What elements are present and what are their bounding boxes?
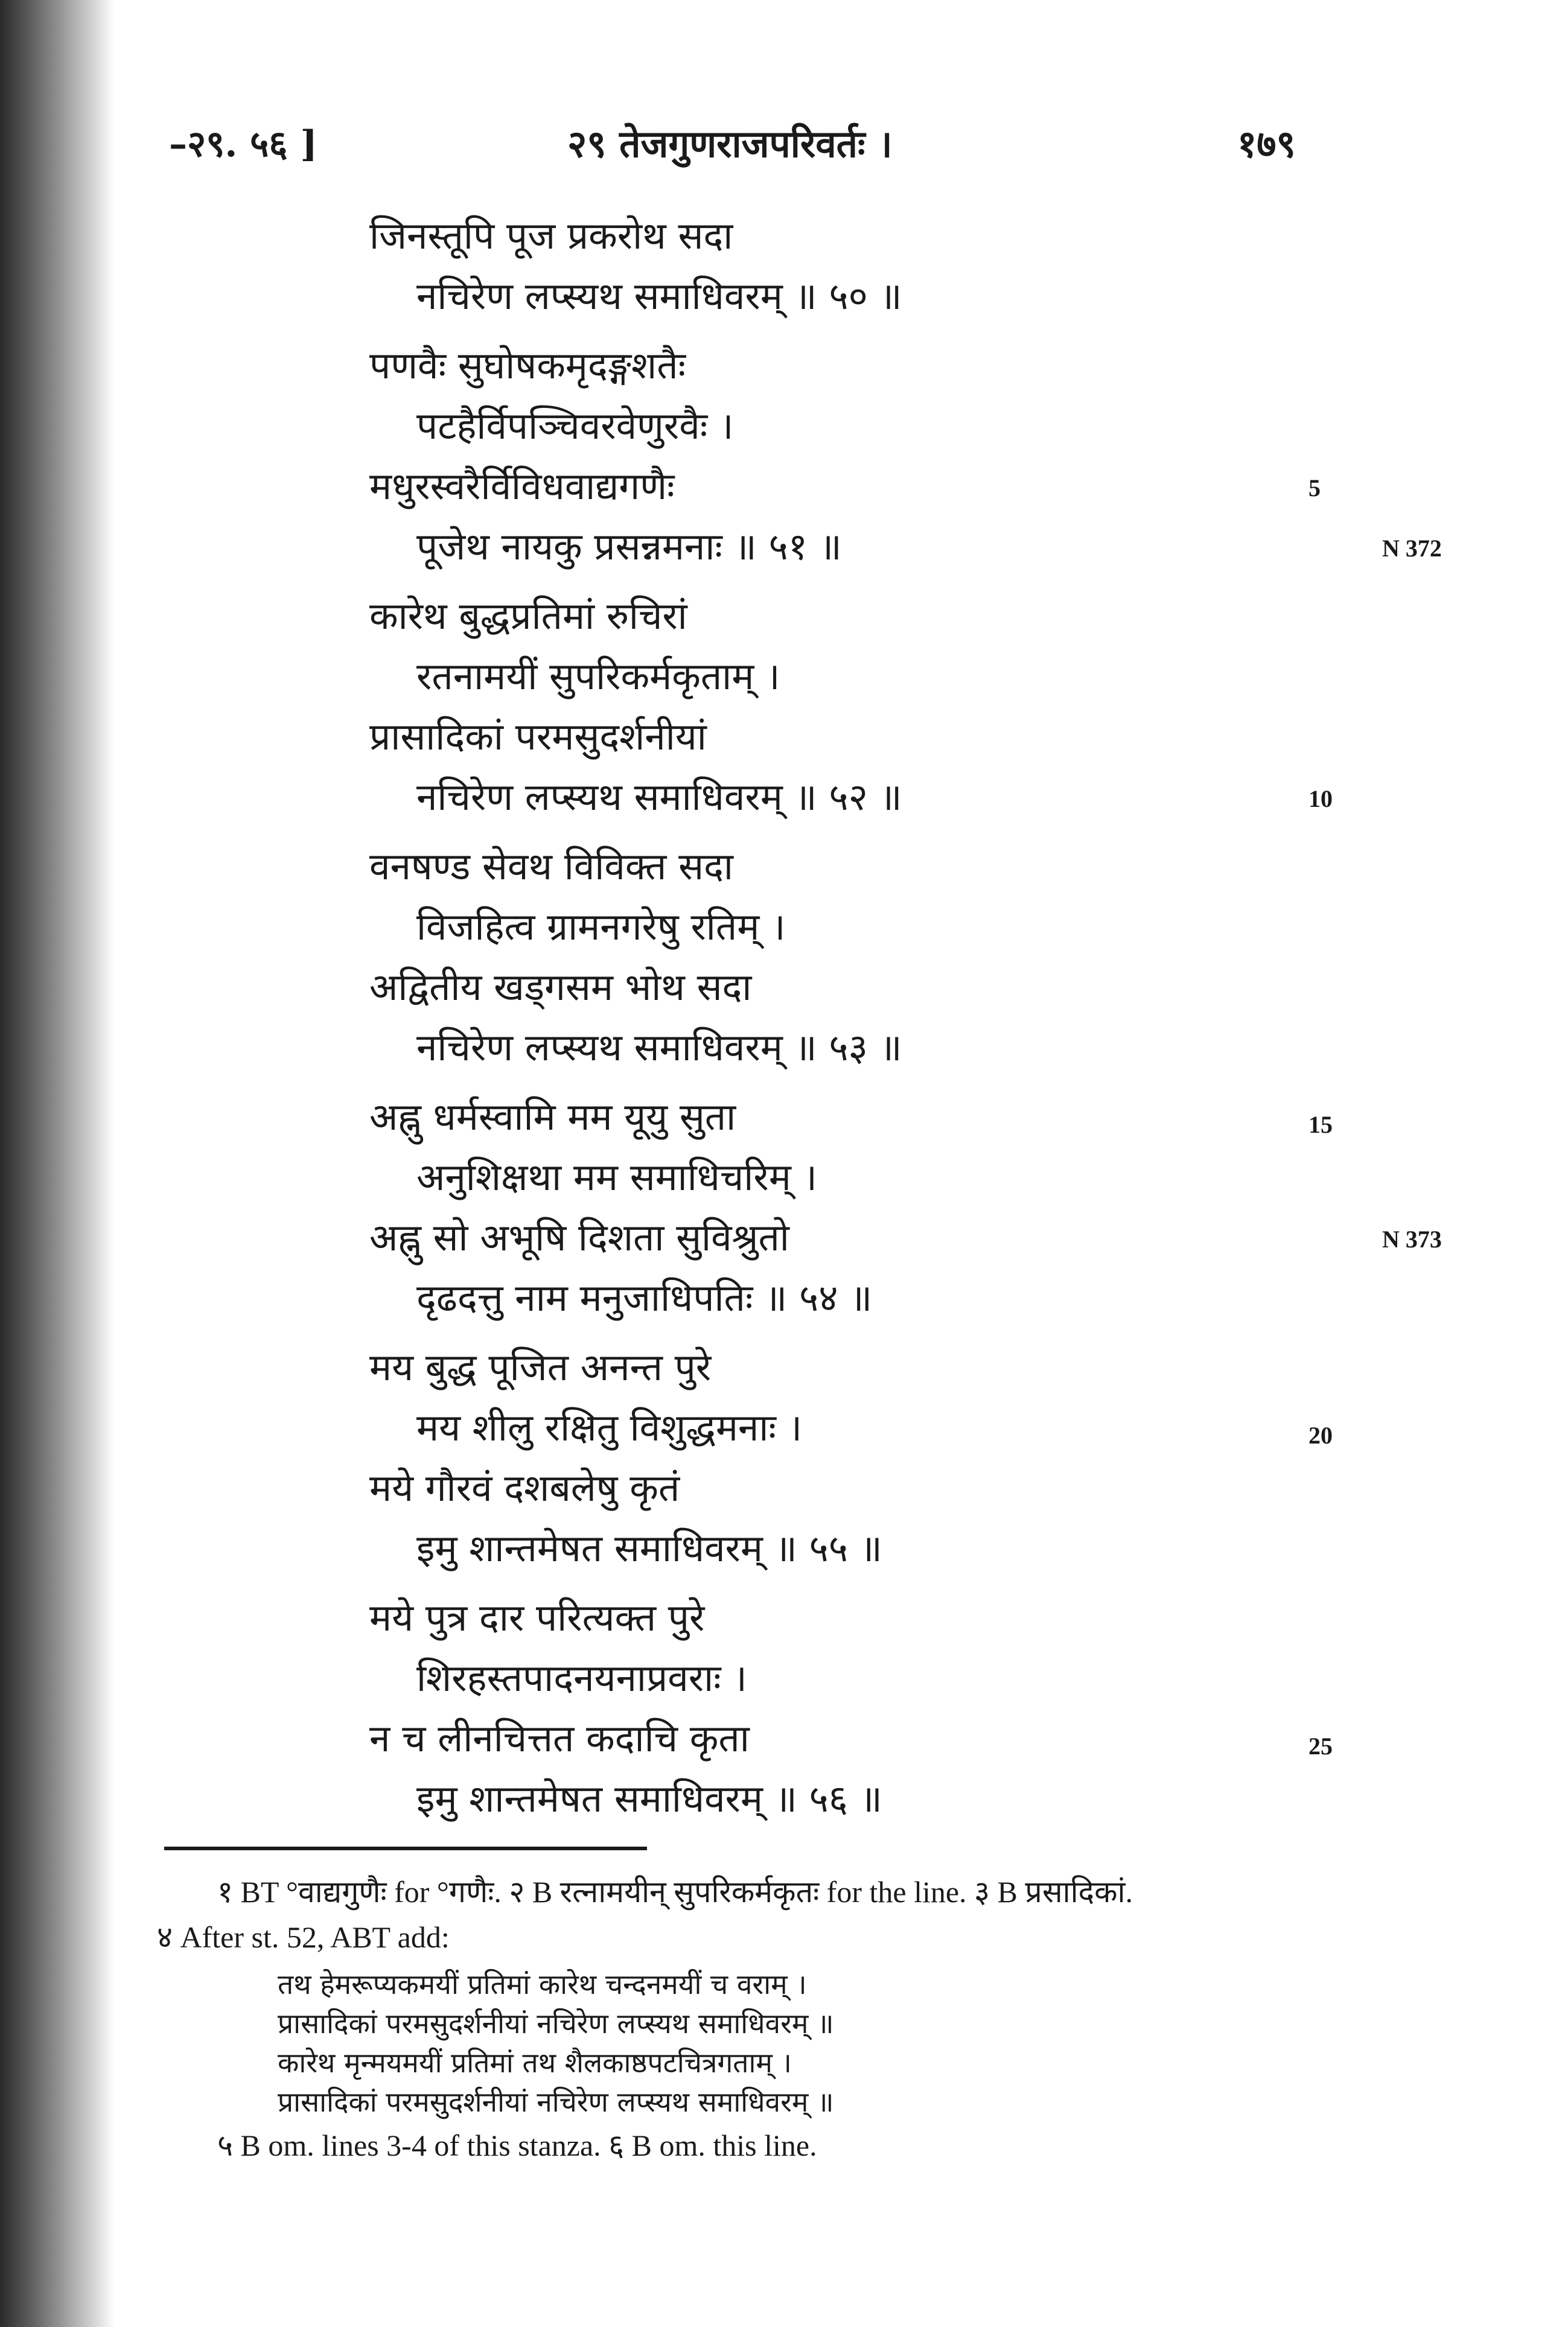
footnote-line: ५ B om. lines 3-4 of this stanza. ६ B om. this line. xyxy=(217,2128,817,2162)
verse-line: नचिरेण लप्स्यथ समाधिवरम् ॥ ५० ॥ xyxy=(416,274,902,318)
page-binding-shadow xyxy=(0,0,115,2327)
verse-line: न च लीनचित्तत कदाचि कृता xyxy=(369,1716,750,1760)
margin-manuscript-ref: N 373 xyxy=(1382,1226,1442,1253)
verse-line: मये पुत्र दार परित्यक्त पुरे xyxy=(369,1596,705,1640)
page-header xyxy=(0,118,1568,172)
footnote-quote-line: कारेथ मृन्मयमयीं प्रतिमां तथ शैलकाष्ठपटचित्रगताम् । xyxy=(278,2046,792,2079)
verse-line: अद्वितीय खड्गसम भोथ सदा xyxy=(369,965,752,1009)
verse-line: मय बुद्ध पूजित अनन्त पुरे xyxy=(369,1345,712,1389)
verse-line: रतनामयीं सुपरिकर्मकृताम् । xyxy=(416,654,780,698)
margin-line-number: 20 xyxy=(1308,1422,1333,1449)
margin-line-number: 10 xyxy=(1308,785,1333,812)
footnote-line: १ BT °वाद्यगुणैः for °गणैः. २ B रत्नामयीन् सुपरिकर्मकृतः for the line. ३ B प्रसादिकां. xyxy=(217,1875,1133,1909)
footnote-rule xyxy=(164,1847,647,1850)
chapter-title: २९ तेजगुणराजपरिवर्तः । xyxy=(567,122,893,166)
verse-line: प्रासादिकां परमसुदर्शनीयां xyxy=(369,715,707,759)
verse-line: दृढदत्तु नाम मनुजाधिपतिः ॥ ५४ ॥ xyxy=(416,1276,873,1320)
verse-line: वनषण्ड सेवथ विविक्त सदा xyxy=(369,844,733,888)
verse-line: अनुशिक्षथा मम समाधिचरिम् । xyxy=(416,1155,817,1199)
margin-line-number: 15 xyxy=(1308,1111,1333,1138)
verse-line: इमु शान्तमेषत समाधिवरम् ॥ ५६ ॥ xyxy=(416,1777,882,1821)
verse-line: मय शीलु रक्षितु विशुद्धमनाः । xyxy=(416,1405,803,1450)
verse-line: विजहित्व ग्रामनगरेषु रतिम् । xyxy=(416,905,786,949)
verse-line: अह्नु धर्मस्वामि मम यूयु सुता xyxy=(369,1095,736,1139)
verse-line: अह्नु सो अभूषि दिशता सुविश्रुतो xyxy=(369,1215,789,1259)
verse-line: पूजेथ नायकु प्रसन्नमनाः ॥ ५१ ॥ xyxy=(416,524,842,568)
footnote-line: ४ After st. 52, ABT add: xyxy=(157,1920,450,1954)
verse-line: जिनस्तूपि पूज प्रकरोथ सदा xyxy=(369,214,733,258)
margin-line-number: 5 xyxy=(1308,474,1321,501)
verse-line: कारेथ बुद्धप्रतिमां रुचिरां xyxy=(369,594,687,638)
verse-line: मये गौरवं दशबलेषु कृतं xyxy=(369,1466,680,1510)
verse-line: मधुरस्वरैर्विविधवाद्यगणैः xyxy=(369,464,675,508)
footnote-quote-line: प्रासादिकां परमसुदर्शनीयां नचिरेण लप्स्यथ समाधिवरम् ॥ xyxy=(278,2007,834,2040)
page-range: –२९. ५६ ] xyxy=(169,123,317,165)
footnote-quote-line: तथ हेमरूप्यकमयीं प्रतिमां कारेथ चन्दनमयीं च वराम् । xyxy=(278,1968,807,2001)
footnote-quote-line: प्रासादिकां परमसुदर्शनीयां नचिरेण लप्स्यथ समाधिवरम् ॥ xyxy=(278,2086,834,2118)
margin-line-number: 25 xyxy=(1308,1733,1333,1760)
verse-line: नचिरेण लप्स्यथ समाधिवरम् ॥ ५३ ॥ xyxy=(416,1025,902,1069)
verse-line: पटहैर्विपञ्चिवरवेणुरवैः । xyxy=(416,404,734,448)
verse-line: शिरहस्तपादनयनाप्रवराः । xyxy=(416,1656,747,1700)
margin-manuscript-ref: N 372 xyxy=(1382,535,1442,562)
verse-line: नचिरेण लप्स्यथ समाधिवरम् ॥ ५२ ॥ xyxy=(416,775,902,819)
verse-line: इमु शान्तमेषत समाधिवरम् ॥ ५५ ॥ xyxy=(416,1526,882,1570)
verse-line: पणवैः सुघोषकमृदङ्गशतैः xyxy=(369,343,686,387)
page-number: १७९ xyxy=(1237,122,1296,166)
